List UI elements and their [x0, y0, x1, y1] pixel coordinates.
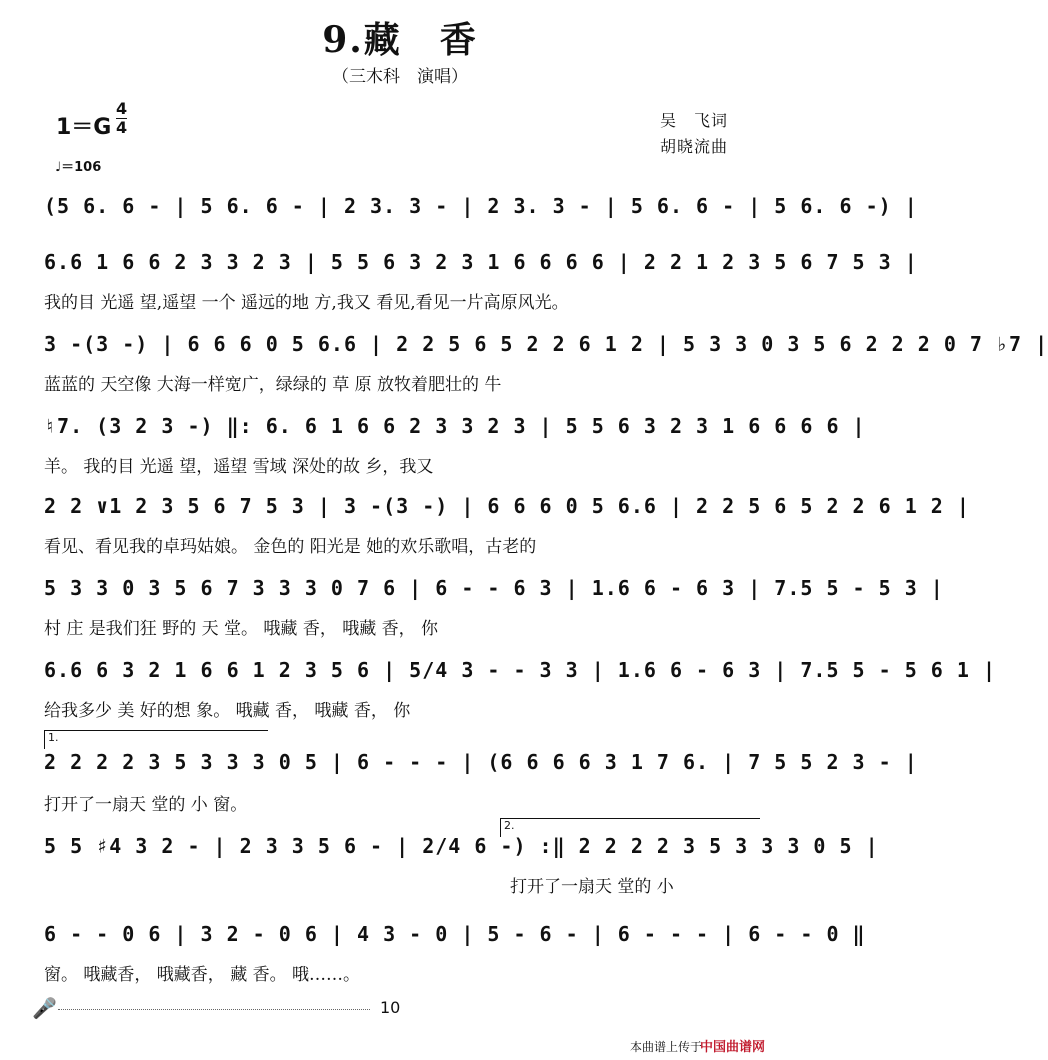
notation-line-5: 2 2 ∨1 2 3 5 6 7 5 3 | 3 -(3 -) | 6 6 6 0 5 6.6 | 2 2 5 6 5 2 2 6 1 2 | — [44, 494, 970, 518]
volta-1-bracket: 1. — [44, 730, 268, 749]
footer-divider — [58, 1009, 370, 1010]
notation-line-8: 2 2 2 2 3 5 3 3 3 0 5 | 6 - - - | (6 6 6 6 3 1 7 6. | 7 5 5 2 3 - | — [44, 750, 918, 774]
notation-line-1: (5 6. 6 - | 5 6. 6 - | 2 3. 3 - | 2 3. 3 - | 5 6. 6 - | 5 6. 6 -) | — [44, 194, 918, 218]
singer-subtitle: （三木科 演唱） — [332, 67, 468, 87]
time-signature-bottom: 4 — [116, 118, 128, 137]
lyric-line-6: 村 庄 是我们狂 野的 天 堂。 哦藏 香， 哦藏 香， 你 — [44, 619, 439, 639]
notation-line-9: 5 5 ♯4 3 2 - | 2 3 3 5 6 - | 2/4 6 -) :‖ 2 2 2 2 3 5 3 3 3 0 5 | — [44, 834, 879, 858]
notation-line-3: 3 -(3 -) | 6 6 6 0 5 6.6 | 2 2 5 6 5 2 2 6 1 2 | 5 3 3 0 3 5 6 2 2 2 0 7 ♭7 | — [44, 332, 1048, 356]
notation-line-6: 5 3 3 0 3 5 6 7 3 3 3 0 7 6 | 6 - - 6 3 | 1.6 6 - 6 3 | 7.5 5 - 5 3 | — [44, 576, 944, 600]
tempo-marking: ♩＝106 — [55, 160, 102, 175]
site-logo: 中国曲谱网 — [700, 1040, 766, 1055]
lyric-line-9: 打开了一扇天 堂的 小 — [510, 877, 674, 897]
lyric-line-5: 看见、看见我的卓玛姑娘。 金色的 阳光是 她的欢乐歌唱，古老的 — [44, 537, 537, 557]
notation-line-10: 6 - - 0 6 | 3 2 - 0 6 | 4 3 - 0 | 5 - 6 - | 6 - - - | 6 - - 0 ‖ — [44, 922, 866, 946]
lyric-line-7: 给我多少 美 好的想 象。 哦藏 香， 哦藏 香， 你 — [44, 701, 411, 721]
time-signature-top: 4 — [116, 99, 128, 118]
song-title: 9.藏 香 — [322, 19, 478, 61]
lyric-line-2: 我的目 光遥 望,遥望 一个 遥远的地 方,我又 看见,看见一片高原风光。 — [44, 293, 569, 313]
time-signature — [116, 100, 127, 136]
notation-line-7: 6.6 6 3 2 1 6 6 1 2 3 5 6 | 5/4 3 - - 3 3 | 1.6 6 - 6 3 | 7.5 5 - 5 6 1 | — [44, 658, 996, 682]
lyric-line-4: 羊。 我的目 光遥 望，遥望 雪域 深处的故 乡，我又 — [44, 457, 434, 477]
lyric-line-3: 蓝蓝的 天空像 大海一样宽广，绿绿的 草 原 放牧着肥壮的 牛 — [44, 375, 502, 395]
page-number: 10 — [380, 998, 401, 1017]
composer-credit: 胡晓流曲 — [660, 137, 729, 156]
notation-line-2: 6.6 1 6 6 2 3 3 2 3 | 5 5 6 3 2 3 1 6 6 6 6 | 2 2 1 2 3 5 6 7 5 3 | — [44, 250, 918, 274]
volta-2-bracket: 2. — [500, 818, 760, 837]
upload-note: 本曲谱上传于 — [630, 1040, 703, 1054]
notation-line-4: ♮7. (3 2 3 -) ‖: 6. 6 1 6 6 2 3 3 2 3 | 5 5 6 3 2 3 1 6 6 6 6 | — [44, 414, 866, 438]
microphone-icon: 🎤 — [32, 996, 57, 1020]
lyric-line-8: 打开了一扇天 堂的 小 窗。 — [44, 795, 248, 815]
lyric-line-10: 窗。 哦藏香， 哦藏香， 藏 香。 哦……。 — [44, 965, 361, 985]
lyricist-credit: 吴 飞词 — [660, 111, 729, 130]
key-signature: 1＝G — [56, 115, 112, 140]
